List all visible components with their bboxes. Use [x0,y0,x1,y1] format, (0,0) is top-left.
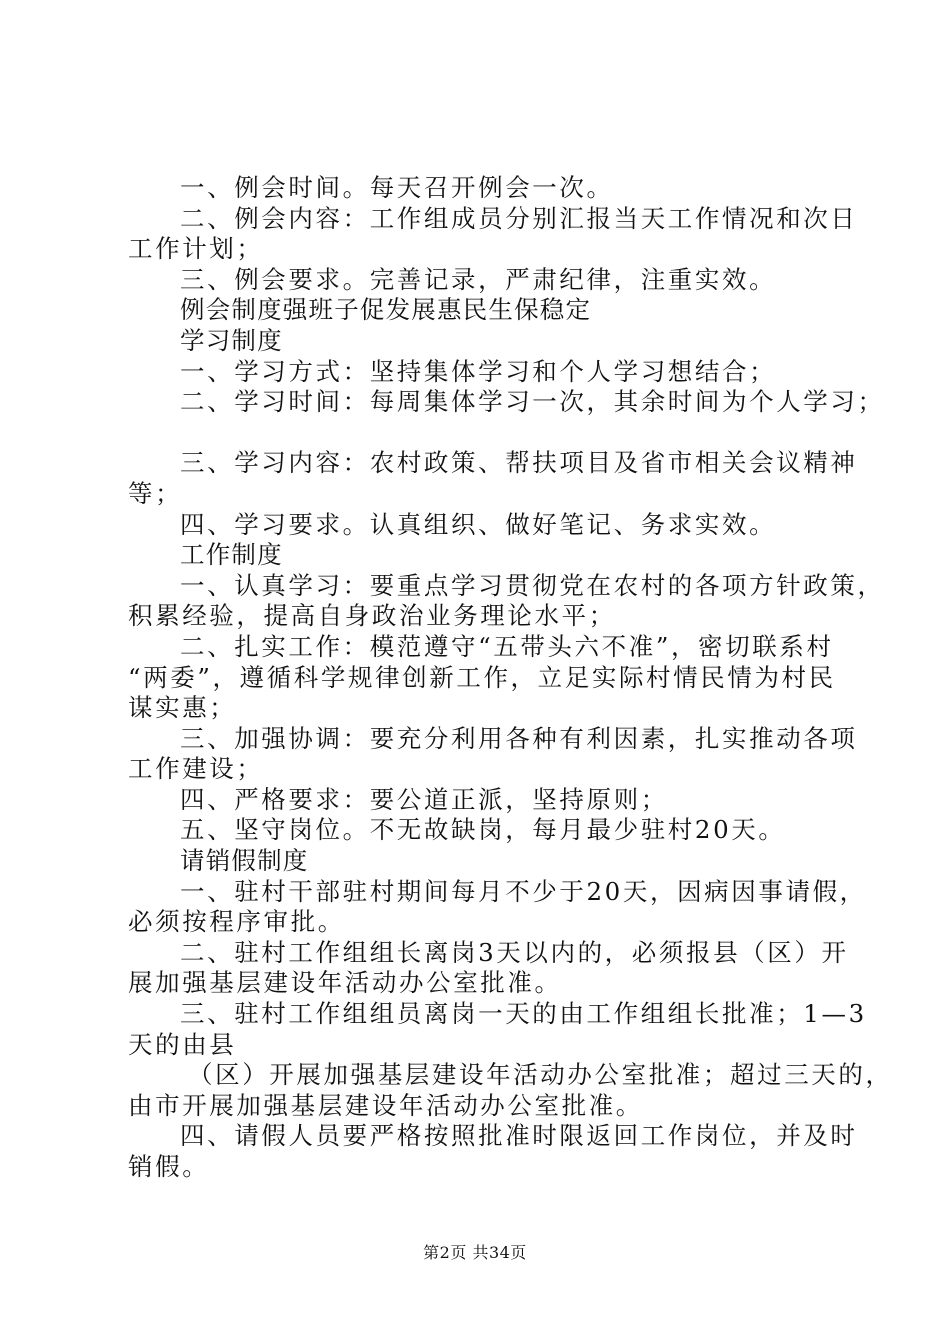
text-line: 四、严格要求：要公道正派，坚持原则； [180,784,668,814]
text-line: 三、例会要求。完善记录，严肃纪律，注重实效。 [180,264,777,294]
document-body [128,173,893,1183]
text-line: 二、例会内容：工作组成员分别汇报当天工作情况和次日 [180,203,858,233]
text-line: 一、学习方式：坚持集体学习和个人学习想结合； [180,356,777,386]
text-line: （区）开展加强基层建设年活动办公室批准；超过三天的， [188,1060,893,1090]
text-line: 积累经验，提高自身政治业务理论水平； [128,601,616,631]
text-line: 三、驻村工作组组员离岗一天的由工作组组长批准；1—3 [180,999,867,1029]
text-line: 一、驻村干部驻村期间每月不少于20天，因病因事请假， [180,876,867,906]
text-line: 四、学习要求。认真组织、做好笔记、务求实效。 [180,509,777,539]
text-line: 工作计划； [128,234,264,264]
text-line: 二、扎实工作：模范遵守“五带头六不准”，密切联系村 [180,631,834,661]
text-line: 天的由县 [128,1029,237,1059]
text-line: 四、请假人员要严格按照批准时限返回工作岗位，并及时 [180,1121,858,1151]
section-heading: 工作制度 [180,540,283,570]
blank-line [128,418,840,449]
section-heading: 请销假制度 [180,846,309,876]
text-line: 必须按程序审批。 [128,907,345,937]
text-line: 一、例会时间。每天召开例会一次。 [180,173,614,202]
text-line: 等； [128,478,183,508]
text-line: 三、加强协调：要充分利用各种有利因素，扎实推动各项 [180,723,858,753]
text-line: 一、认真学习：要重点学习贯彻党在农村的各项方针政策， [180,570,885,600]
text-line: 展加强基层建设年活动办公室批准。 [128,968,562,998]
text-line: 三、学习内容：农村政策、帮扶项目及省市相关会议精神 [180,448,858,478]
page-number-footer: 第2页 共34页 [423,1243,527,1262]
text-line: 二、学习时间：每周集体学习一次，其余时间为个人学习； [180,387,885,417]
text-line: “两委”，遵循科学规律创新工作，立足实际村情民情为村民 [128,662,836,692]
text-line: 工作建设； [128,754,264,784]
text-line: 由市开展加强基层建设年活动办公室批准。 [128,1090,643,1120]
text-line: 谋实惠； [128,693,237,723]
text-line: 销假。 [128,1152,210,1181]
section-heading: 例会制度强班子促发展惠民生保稳定 [180,295,592,325]
text-line: 五、坚守岗位。不无故缺岗，每月最少驻村20天。 [180,815,786,845]
section-heading: 学习制度 [180,325,283,355]
text-line: 二、驻村工作组组长离岗3天以内的，必须报县（区）开 [180,937,849,967]
